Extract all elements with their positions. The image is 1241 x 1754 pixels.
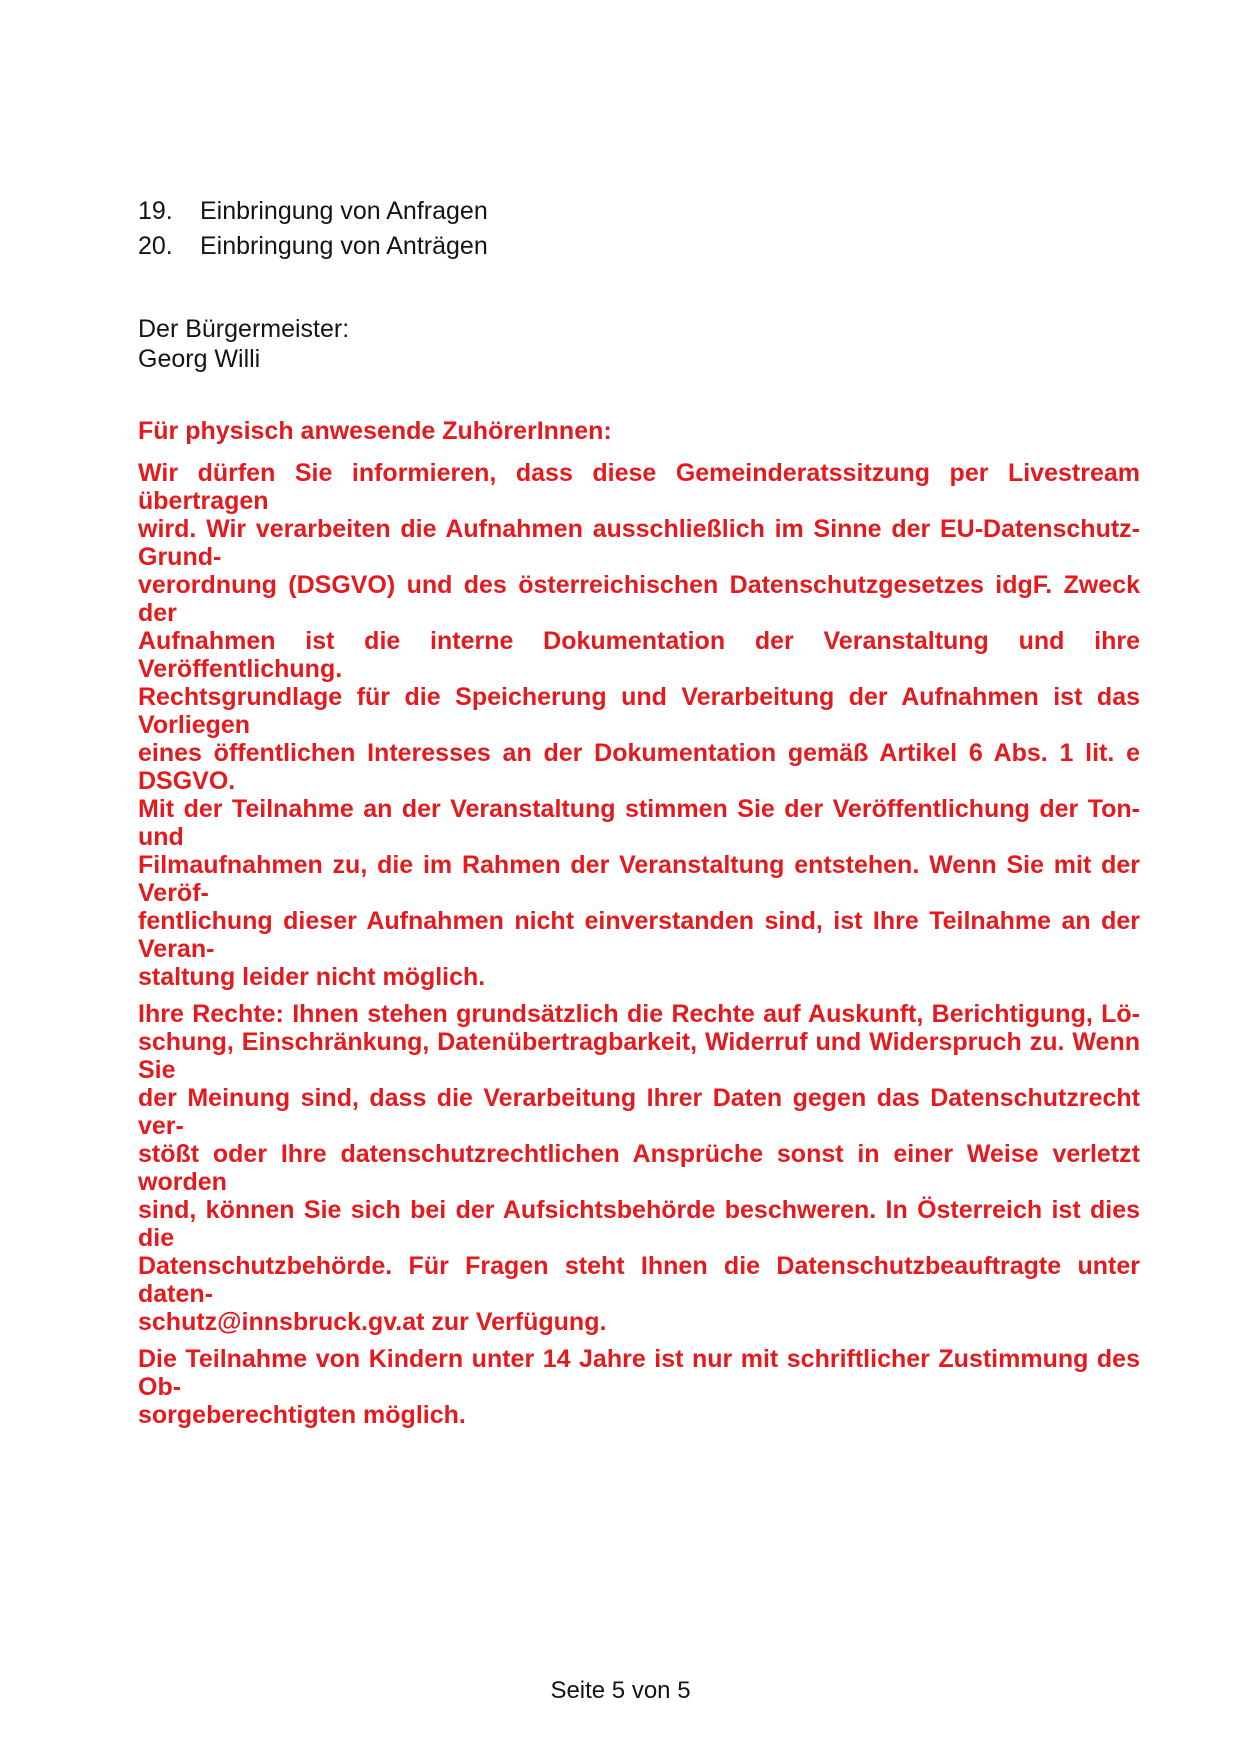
text-line: fentlichung dieser Aufnahmen nicht einverstanden sind, ist Ihre Teilnahme an der Veran- xyxy=(138,907,1140,963)
signature-role: Der Bürgermeister: xyxy=(138,315,350,343)
agenda-item xyxy=(138,194,1140,229)
text-line: wird. Wir verarbeiten die Aufnahmen ausschließlich im Sinne der EU-Datenschutz-Grund- xyxy=(138,515,1140,571)
text-line: eines öffentlichen Interesses an der Dokumentation gemäß Artikel 6 Abs. 1 lit. e DSGVO. xyxy=(138,739,1140,795)
privacy-notice xyxy=(138,416,1140,1429)
agenda-item xyxy=(138,229,1140,264)
text-line: Ihre Rechte: Ihnen stehen grundsätzlich die Rechte auf Auskunft, Berichtigung, Lö- xyxy=(138,1000,1140,1028)
notice-paragraph-livestream xyxy=(138,459,1140,991)
page-content xyxy=(138,0,1140,1438)
text-line: staltung leider nicht möglich. xyxy=(138,963,486,991)
text-line: schung, Einschränkung, Datenübertragbarkeit, Widerruf und Widerspruch zu. Wenn Sie xyxy=(138,1028,1140,1084)
text-line: Mit der Teilnahme an der Veranstaltung stimmen Sie der Veröffentlichung der Ton- und xyxy=(138,795,1140,851)
text-line: Datenschutzbehörde. Für Fragen steht Ihnen die Datenschutzbeauftragte unter daten- xyxy=(138,1252,1140,1308)
notice-paragraph-children xyxy=(138,1345,1140,1429)
text-line: sind, können Sie sich bei der Aufsichtsbehörde beschweren. In Österreich ist dies die xyxy=(138,1196,1140,1252)
text-line: Rechtsgrundlage für die Speicherung und Verarbeitung der Aufnahmen ist das Vorliegen xyxy=(138,683,1140,739)
agenda-list xyxy=(138,194,1140,264)
text-line: schutz@innsbruck.gv.at zur Verfügung. xyxy=(138,1308,607,1336)
notice-paragraph-rights xyxy=(138,1000,1140,1336)
page-footer xyxy=(0,1677,1241,1705)
agenda-item-number: 20. xyxy=(138,232,173,260)
signature-block xyxy=(138,314,1140,374)
agenda-item-label: Einbringung von Anfragen xyxy=(200,197,488,225)
text-line: Aufnahmen ist die interne Dokumentation der Veranstaltung und ihre Veröffentlichung. xyxy=(138,627,1140,683)
agenda-item-label: Einbringung von Anträgen xyxy=(200,232,488,260)
signature-name: Georg Willi xyxy=(138,345,261,373)
text-line: Wir dürfen Sie informieren, dass diese Gemeinderatssitzung per Livestream übertragen xyxy=(138,459,1140,515)
text-line: verordnung (DSGVO) und des österreichischen Datenschutzgesetzes idgF. Zweck der xyxy=(138,571,1140,627)
agenda-item-number: 19. xyxy=(138,197,173,225)
text-line: Filmaufnahmen zu, die im Rahmen der Veranstaltung entstehen. Wenn Sie mit der Veröf- xyxy=(138,851,1140,907)
page-number-label: Seite 5 von 5 xyxy=(550,1677,691,1704)
text-line: sorgeberechtigten möglich. xyxy=(138,1401,466,1429)
text-line: stößt oder Ihre datenschutzrechtlichen Ansprüche sonst in einer Weise verletzt worden xyxy=(138,1140,1140,1196)
text-line: Die Teilnahme von Kindern unter 14 Jahre ist nur mit schriftlicher Zustimmung des Ob- xyxy=(138,1345,1140,1401)
notice-heading: Für physisch anwesende ZuhörerInnen: xyxy=(138,417,612,445)
text-line: der Meinung sind, dass die Verarbeitung Ihrer Daten gegen das Datenschutzrecht ver- xyxy=(138,1084,1140,1140)
